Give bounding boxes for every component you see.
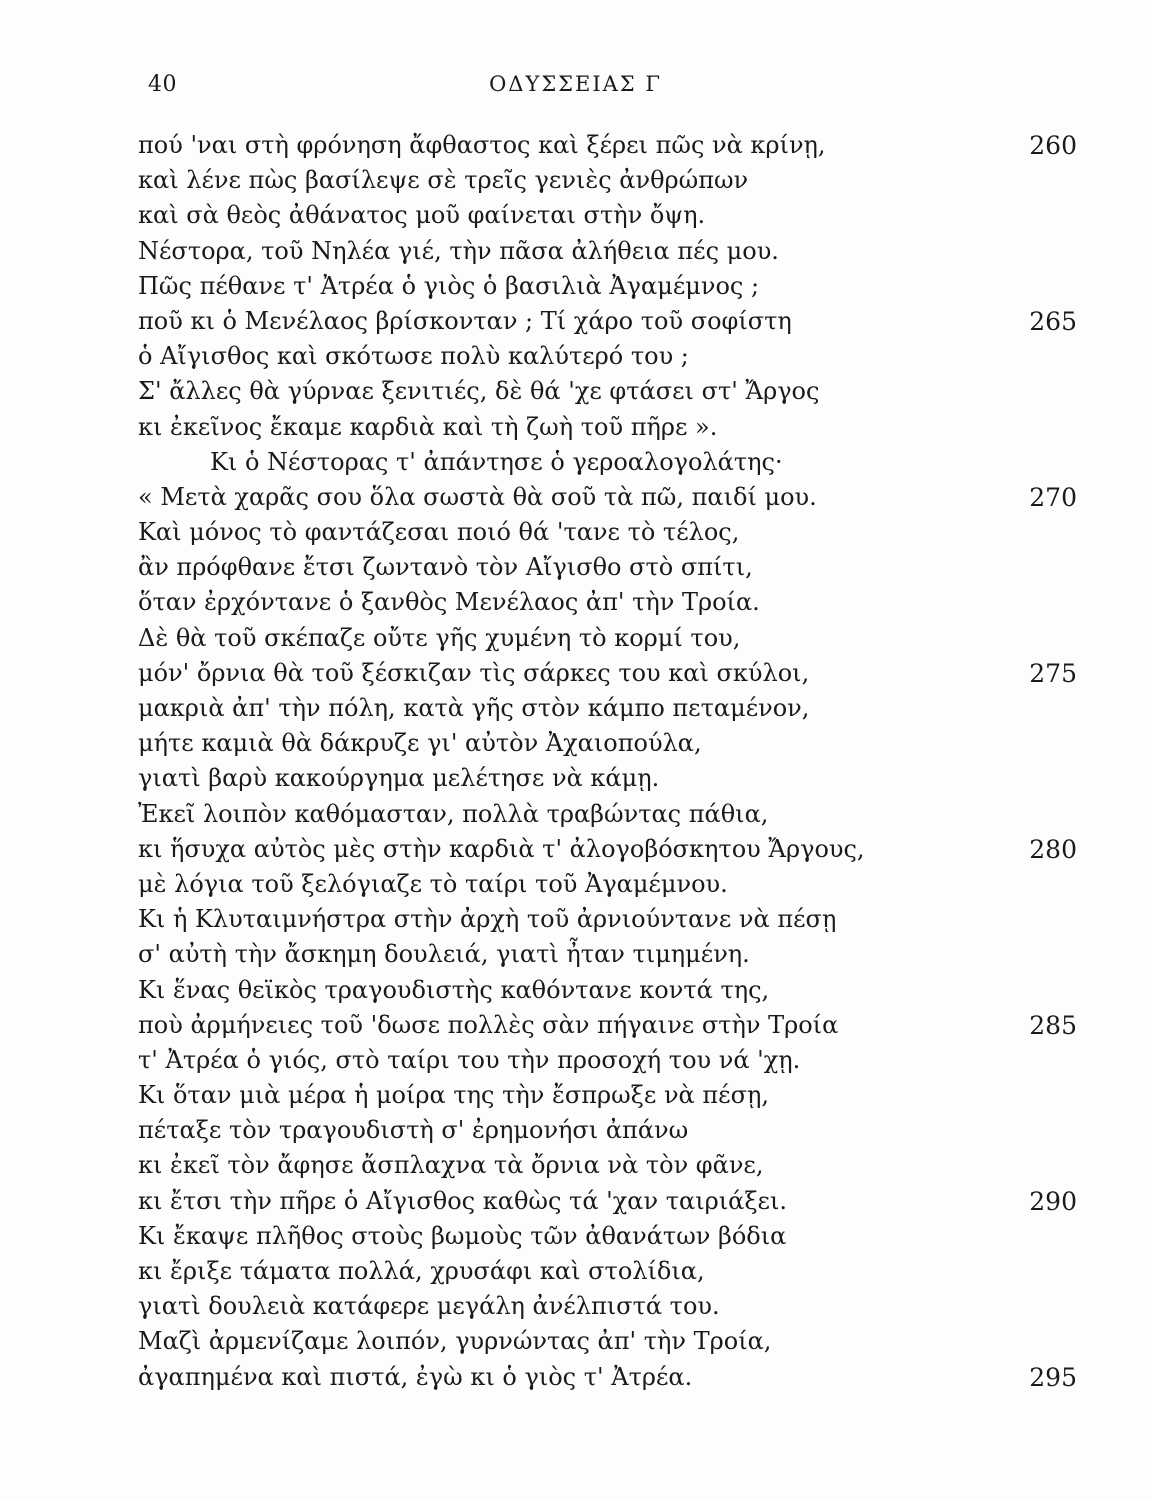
verse-line [0,1078,1151,1113]
verse-block [0,128,1151,1395]
verse-text: πού 'ναι στὴ φρόνηση ἄφθαστος καὶ ξέρει πῶς νὰ κρίνῃ, [138,131,826,159]
verse-line [0,163,1151,198]
verse-text: ποὺ ἀρμήνειες τοῦ 'δωσε πολλὲς σὰν πήγαινε στὴν Τροία [138,1010,839,1039]
verse-text: Δὲ θὰ τοῦ σκέπαζε οὔτε γῆς χυμένη τὸ κορμί του, [138,623,741,652]
verse-line [0,445,1151,480]
verse-line [0,656,1151,691]
verse-line [0,1324,1151,1359]
verse-text: καὶ σὰ θεὸς ἀθάνατος μοῦ φαίνεται στὴν ὄψη. [138,201,706,230]
verse-text: Καὶ μόνος τὸ φαντάζεσαι ποιό θά 'τανε τὸ τέλος, [138,518,740,547]
page-number: 40 [148,72,177,97]
verse-text: μὲ λόγια τοῦ ξελόγιαζε τὸ ταίρι τοῦ Ἀγαμέμνου. [138,869,728,898]
verse-text: Σ' ἄλλες θὰ γύρναε ξενιτιές, δὲ θά 'χε φτάσει στ' Ἄργος [138,377,820,406]
verse-line [0,198,1151,233]
verse-text: ὁ Αἴγισθος καὶ σκότωσε πολὺ καλύτερό του ; [138,342,689,371]
verse-text: μόν' ὄρνια θὰ τοῦ ξέσκιζαν τὶς σάρκες του καὶ σκύλοι, [138,658,810,687]
verse-text: Κι ἕνας θεϊκὸς τραγουδιστὴς καθόντανε κοντά της, [138,975,770,1004]
verse-number: 285 [1029,1010,1077,1040]
verse-text: Ἐκεῖ λοιπὸν καθόμασταν, πολλὰ τραβώντας πάθια, [138,799,769,828]
verse-line [0,1360,1151,1395]
verse-text: Πῶς πέθανε τ' Ἀτρέα ὁ γιὸς ὁ βασιλιὰ Ἀγαμέμνος ; [138,271,760,300]
verse-text: σ' αὐτὴ τὴν ἄσκημη δουλειά, γιατὶ ἦταν τιμημένη. [138,940,750,969]
verse-line [0,480,1151,515]
page-header [0,72,1151,102]
verse-text: κι ἐκεῖνος ἔκαμε καρδιὰ καὶ τὴ ζωὴ τοῦ πῆρε ». [138,412,718,441]
verse-line [0,1219,1151,1254]
verse-text: « Μετὰ χαρᾶς σου ὅλα σωστὰ θὰ σοῦ τὰ πῶ, παιδί μου. [138,482,817,511]
verse-text: καὶ λένε πὼς βασίλεψε σὲ τρεῖς γενιὲς ἀνθρώπων [138,166,749,195]
verse-number: 290 [1029,1186,1077,1216]
verse-line [0,550,1151,585]
verse-line [0,797,1151,832]
verse-number: 280 [1029,834,1077,864]
verse-text: κι ἐκεῖ τὸν ἄφησε ἄσπλαχνα τὰ ὄρνια νὰ τὸν φᾶνε, [138,1151,764,1180]
verse-line [0,937,1151,972]
verse-text: Μαζὶ ἀρμενίζαμε λοιπόν, γυρνώντας ἀπ' τὴν Τροία, [138,1327,772,1356]
verse-line [0,691,1151,726]
verse-text: Κι ἡ Κλυταιμνήστρα στὴν ἀρχὴ τοῦ ἀρνιούντανε νὰ πέσῃ [138,905,837,934]
verse-line [0,973,1151,1008]
verse-line [0,1254,1151,1289]
verse-line [0,339,1151,374]
verse-text: Νέστορα, τοῦ Νηλέα γιέ, τὴν πᾶσα ἀλήθεια πές μου. [138,236,779,265]
verse-text: κι ἔτσι τὴν πῆρε ὁ Αἴγισθος καθὼς τά 'χαν ταιριάξει. [138,1186,788,1215]
verse-line [0,621,1151,656]
verse-line [0,867,1151,902]
verse-line [0,1184,1151,1219]
verse-line [0,1008,1151,1043]
verse-line [0,832,1151,867]
verse-text: πέταξε τὸν τραγουδιστὴ σ' ἐρημονήσι ἀπάνω [138,1116,689,1145]
verse-line [0,1289,1151,1324]
verse-line [0,902,1151,937]
verse-text: κι ἔριξε τάματα πολλά, χρυσάφι καὶ στολίδια, [138,1257,705,1285]
verse-text: κι ἥσυχα αὐτὸς μὲς στὴν καρδιὰ τ' ἀλογοβόσκητου Ἄργους, [138,834,865,863]
verse-text: Κι ἔκαψε πλῆθος στοὺς βωμοὺς τῶν ἀθανάτων βόδια [138,1221,787,1250]
verse-text: γιατὶ βαρὺ κακούργημα μελέτησε νὰ κάμῃ. [138,764,660,793]
verse-number: 275 [1029,658,1077,688]
verse-text: Κι ὁ Νέστορας τ' ἀπάντησε ὁ γεροαλογολάτης· [210,447,783,476]
verse-text: ὅταν ἐρχόντανε ὁ ξανθὸς Μενέλαος ἀπ' τὴν Τροία. [138,588,760,617]
verse-line [0,585,1151,620]
verse-text: τ' Ἀτρέα ὁ γιός, στὸ ταίρι του τὴν προσοχή του νά 'χῃ. [138,1045,801,1074]
verse-text: μήτε καμιὰ θὰ δάκρυζε γι' αὐτὸν Ἀχαιοπούλα, [138,729,702,758]
verse-number: 295 [1029,1362,1077,1392]
verse-line [0,726,1151,761]
verse-line [0,304,1151,339]
verse-line [0,1148,1151,1183]
verse-text: ἀγαπημένα καὶ πιστά, ἐγὼ κι ὁ γιὸς τ' Ἀτρέα. [138,1362,693,1391]
verse-line [0,374,1151,409]
verse-number: 260 [1029,131,1077,160]
verse-text: ἂν πρόφθανε ἔτσι ζωντανὸ τὸν Αἴγισθο στὸ σπίτι, [138,553,753,582]
verse-line [0,234,1151,269]
verse-line [0,515,1151,550]
verse-line [0,410,1151,445]
verse-line [0,128,1151,163]
verse-text: γιατὶ δουλειὰ κατάφερε μεγάλη ἀνέλπιστά του. [138,1292,720,1321]
verse-line [0,1113,1151,1148]
running-title: ΟΔΥΣΣΕΙΑΣ Γ [489,72,662,96]
verse-line [0,761,1151,796]
verse-number: 265 [1029,306,1077,336]
verse-text: μακριὰ ἀπ' τὴν πόλη, κατὰ γῆς στὸν κάμπο πεταμένον, [138,694,810,722]
verse-line [0,1043,1151,1078]
verse-number: 270 [1029,482,1077,512]
verse-text: ποῦ κι ὁ Μενέλαος βρίσκονταν ; Τί χάρο τοῦ σοφίστη [138,306,792,335]
verse-text: Κι ὅταν μιὰ μέρα ἡ μοίρα της τὴν ἔσπρωξε νὰ πέσῃ, [138,1081,769,1110]
verse-line [0,269,1151,304]
